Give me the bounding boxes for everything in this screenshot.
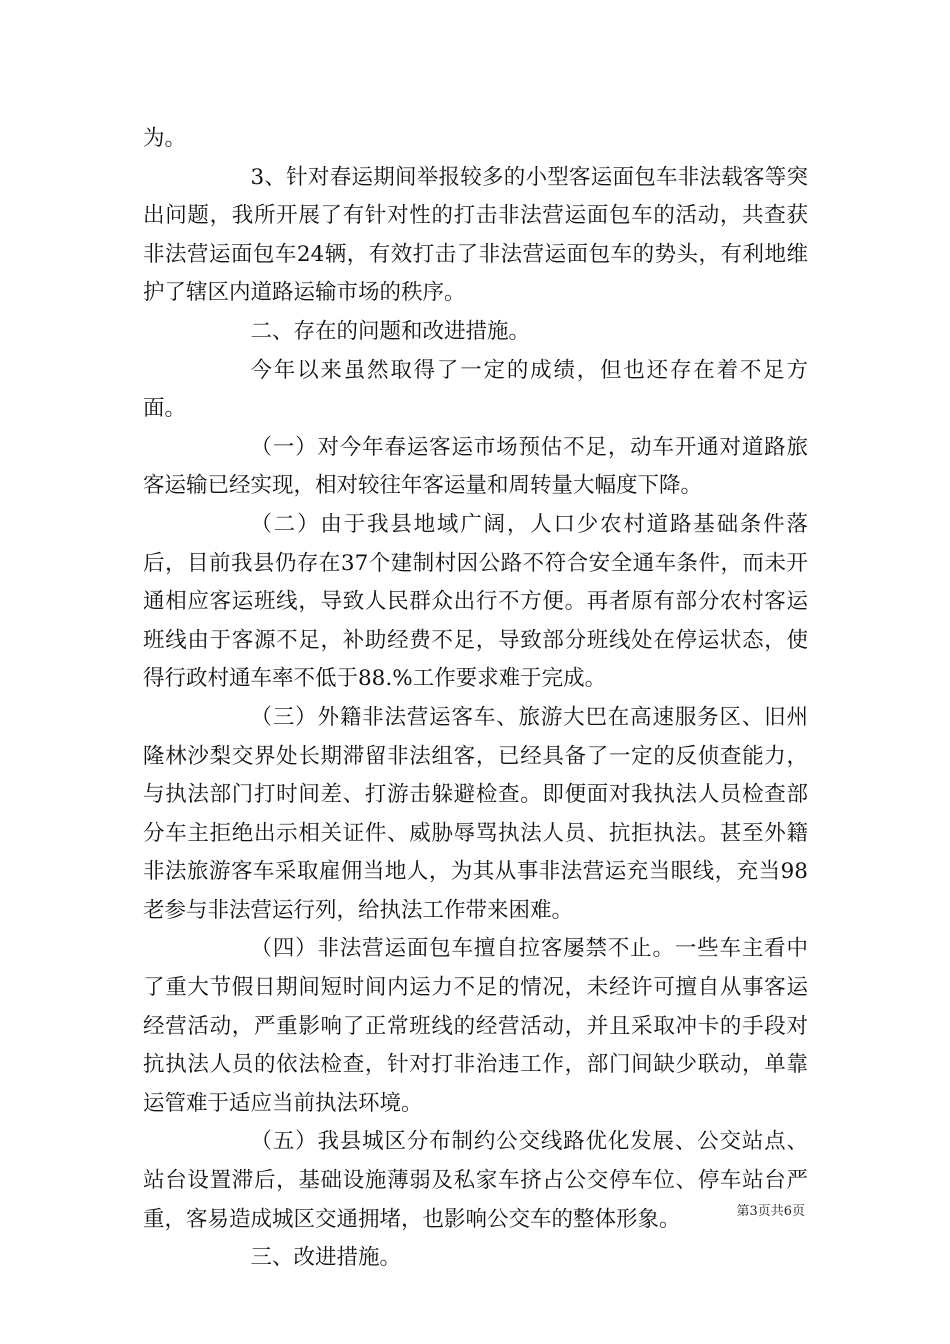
paragraph-problem-3: （三）外籍非法营运客车、旅游大巴在高速服务区、旧州隆林沙梨交界处长期滞留非法组客，已经具备了一定的反侦查能力，与执法部门打时间差、打游击躲避检查。即便面对我执法人员检查部分车主拒绝出示相关证件、威胁辱骂执法人员、抗拒执法。甚至外籍非法旅游客车采取雇佣当地人，为其从事非法营运充当眼线，充当98老参与非法营运行列，给执法工作带来困难。 [143,704,808,923]
paragraph-intro: 今年以来虽然取得了一定的成绩，但也还存在着不足方面。 [143,357,808,422]
paragraph-item-3: 3、针对春运期间举报较多的小型客运面包车非法载客等突出问题，我所开展了有针对性的打击非法营运面包车的活动，共查获非法营运面包车24辆，有效打击了非法营运面包车的势头，有利地维护了辖区内道路运输市场的秩序。 [143,164,808,306]
section-heading-problems: 二、存在的问题和改进措施。 [250,318,531,344]
page-number: 第3页共6页 [736,1204,805,1219]
paragraph-problem-5: （五）我县城区分布制约公交线路优化发展、公交站点、站台设置滞后，基础设施薄弱及私家车挤占公交停车位、停车站台严重，客易造成城区交通拥堵，也影响公交车的整体形象。 [143,1129,808,1232]
section-heading-measures: 三、改进措施。 [250,1245,402,1271]
paragraph-problem-1: （一）对今年春运客运市场预估不足，动车开通对道路旅客运输已经实现，相对较往年客运量和周转量大幅度下降。 [143,434,808,499]
document-body [143,120,808,1278]
paragraph-problem-2: （二）由于我县地域广阔，人口少农村道路基础条件落后，目前我县仍存在37个建制村因公路不符合安全通车条件，而未开通相应客运班线，导致人民群众出行不方便。再者原有部分农村客运班线由于客源不足，补助经费不足，导致部分班线处在停运状态，使得行政村通车率不低于88.%工作要求难于完成。 [143,511,808,692]
paragraph-continuation: 为。 [143,126,187,151]
paragraph-problem-4: （四）非法营运面包车擅自拉客屡禁不止。一些车主看中了重大节假日期间短时间内运力不足的情况，未经许可擅自从事客运经营活动，严重影响了正常班线的经营活动，并且采取冲卡的手段对抗执法人员的依法检查，针对打非治违工作，部门间缺少联动，单靠运管难于适应当前执法环境。 [143,936,808,1116]
